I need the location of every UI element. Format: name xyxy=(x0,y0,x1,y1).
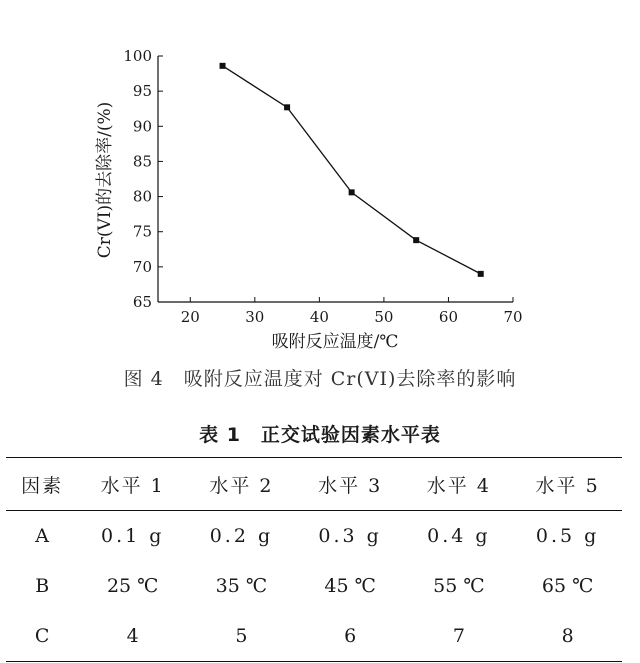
chart-series xyxy=(220,63,484,277)
series-line xyxy=(223,66,481,274)
y-tick-label: 65 xyxy=(132,293,152,311)
row-factor: C xyxy=(6,611,78,662)
y-tick-label: 85 xyxy=(132,152,152,171)
data-point xyxy=(478,271,484,277)
x-tick-label: 70 xyxy=(503,308,523,326)
data-point xyxy=(349,189,355,195)
y-tick-label: 90 xyxy=(132,117,152,136)
y-tick-label: 80 xyxy=(132,187,152,206)
table-header-row xyxy=(6,458,622,511)
data-point xyxy=(284,104,290,110)
header-level-5: 水平 5 xyxy=(513,458,622,511)
x-tick-label: 30 xyxy=(245,308,265,326)
x-tick-label: 20 xyxy=(180,308,200,326)
y-tick-label: 75 xyxy=(132,222,152,241)
x-tick-label: 40 xyxy=(309,308,329,326)
x-tick-label: 60 xyxy=(438,308,459,326)
table-cell: 5 xyxy=(187,611,296,662)
table-cell: 25 ℃ xyxy=(106,575,159,597)
y-tick-label: 70 xyxy=(132,257,152,276)
orthogonal-factor-level-table xyxy=(6,457,622,662)
table-cell: 0.1 g xyxy=(100,525,165,547)
header-level-3: 水平 3 xyxy=(296,458,405,511)
table-cell: 7 xyxy=(405,611,514,662)
data-point xyxy=(413,237,419,243)
y-axis-label: Cr(VI)的去除率/(%) xyxy=(95,101,115,259)
table-row xyxy=(6,561,622,611)
figure-caption: 图 4 吸附反应温度对 Cr(VI)去除率的影响 xyxy=(123,368,517,390)
table-cell: 0.5 g xyxy=(535,525,600,547)
row-factor: A xyxy=(35,525,50,547)
header-level-2: 水平 2 xyxy=(187,458,296,511)
table-cell: 55 ℃ xyxy=(433,575,485,597)
x-tick-label: 50 xyxy=(374,308,394,326)
row-factor: B xyxy=(35,575,50,597)
table-cell: 0.3 g xyxy=(318,525,382,547)
table-row xyxy=(6,511,622,562)
header-level-1: 水平 1 xyxy=(78,458,187,511)
y-tick-label: 95 xyxy=(132,82,152,101)
table-cell: 0.2 g xyxy=(209,525,274,547)
table-cell: 0.4 g xyxy=(427,525,491,547)
table-cell: 35 ℃ xyxy=(215,575,268,597)
chart-ticks xyxy=(123,47,522,326)
data-point xyxy=(220,63,226,69)
table-title: 表 1 正交试验因素水平表 xyxy=(199,424,441,446)
x-axis-label: 吸附反应温度/℃ xyxy=(271,332,399,352)
table-cell: 6 xyxy=(296,611,405,662)
header-factor: 因素 xyxy=(6,458,78,511)
table-cell: 8 xyxy=(513,611,622,662)
table-row xyxy=(6,611,622,662)
chart-axes xyxy=(158,56,513,302)
header-level-4: 水平 4 xyxy=(405,458,514,511)
y-tick-label: 100 xyxy=(123,47,152,65)
table-cell: 45 ℃ xyxy=(324,575,376,597)
table-cell: 65 ℃ xyxy=(541,575,594,597)
table-cell: 4 xyxy=(78,611,187,662)
